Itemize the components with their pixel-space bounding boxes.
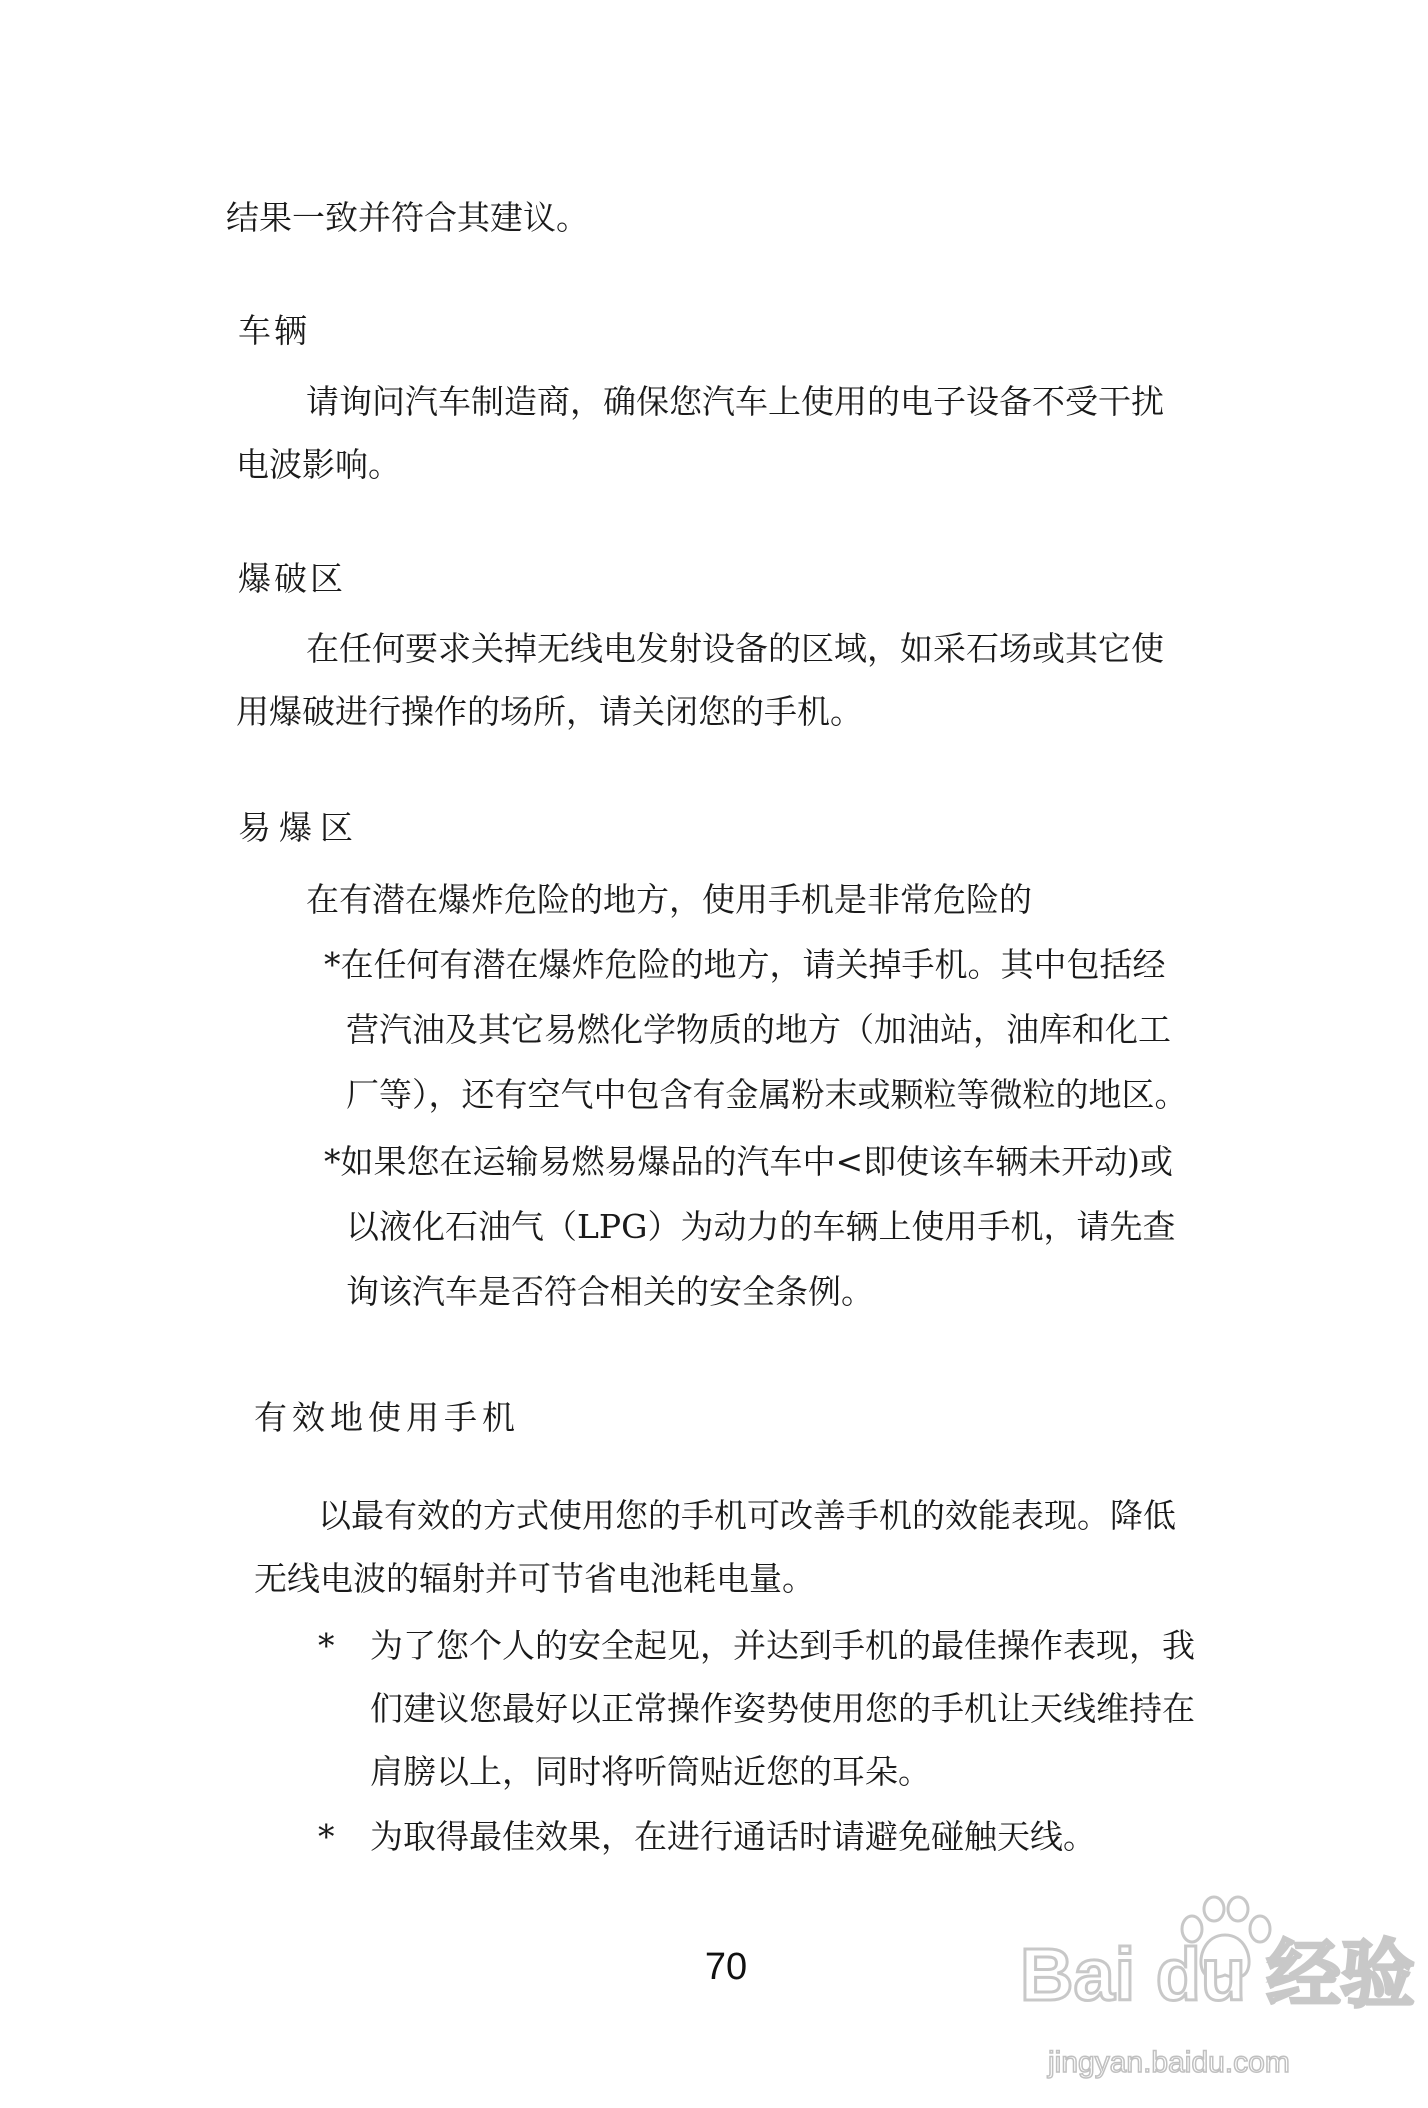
watermark-logo: Bai du 经验	[1020, 1933, 1415, 2016]
bullet-line-7: *在任何有潜在爆炸危险的地方，请关掉手机。其中包括经	[324, 945, 1166, 984]
heading-blasting-area: 爆破区	[238, 559, 346, 598]
heading-explosive-area: 易爆区	[238, 808, 361, 847]
text-line-6: 在有潜在爆炸危险的地方，使用手机是非常危险的	[306, 880, 1032, 919]
heading-vehicle: 车辆	[238, 311, 310, 350]
text-line-16: 们建议您最好以正常操作姿势使用您的手机让天线维持在	[370, 1689, 1195, 1728]
bullet-line-10: *如果您在运输易燃易爆品的汽车中<即使该车辆未开动)或	[324, 1142, 1174, 1181]
text-line-1: 结果一致并符合其建议。	[226, 198, 589, 237]
text-line-9: 厂等），还有空气中包含有金属粉末或颗粒等微粒的地区。	[346, 1075, 1188, 1114]
text-line-4: 在任何要求关掉无线电发射设备的区域，如采石场或其它使	[306, 629, 1164, 668]
text-line-11: 以液化石油气（LPG）为动力的车辆上使用手机，请先查	[346, 1207, 1176, 1246]
text-line-14: 无线电波的辐射并可节省电池耗电量。	[254, 1559, 815, 1598]
page-number: 70	[704, 1946, 748, 1988]
text-line-5: 用爆破进行操作的场所，请关闭您的手机。	[236, 692, 863, 731]
watermark-url: jingyan.baidu.com	[1048, 2046, 1290, 2079]
text-line-15: 为了您个人的安全起见，并达到手机的最佳操作表现，我	[370, 1626, 1195, 1665]
text-line-8: 营汽油及其它易燃化学物质的地方（加油站，油库和化工	[346, 1010, 1171, 1049]
bullet-marker-2: *	[318, 1817, 335, 1856]
text-line-17: 肩膀以上，同时将听筒贴近您的耳朵。	[370, 1752, 931, 1791]
baidu-watermark	[1020, 1895, 1420, 2105]
bullet-marker-1: *	[318, 1626, 335, 1665]
text-line-18: 为取得最佳效果，在进行通话时请避免碰触天线。	[370, 1817, 1096, 1856]
text-line-13: 以最有效的方式使用您的手机可改善手机的效能表现。降低	[318, 1496, 1176, 1535]
heading-efficient-use: 有效地使用手机	[254, 1398, 520, 1437]
text-line-12: 询该汽车是否符合相关的安全条例。	[346, 1272, 874, 1311]
text-line-3: 电波影响。	[236, 445, 401, 484]
text-line-2: 请询问汽车制造商，确保您汽车上使用的电子设备不受干扰	[306, 382, 1164, 421]
